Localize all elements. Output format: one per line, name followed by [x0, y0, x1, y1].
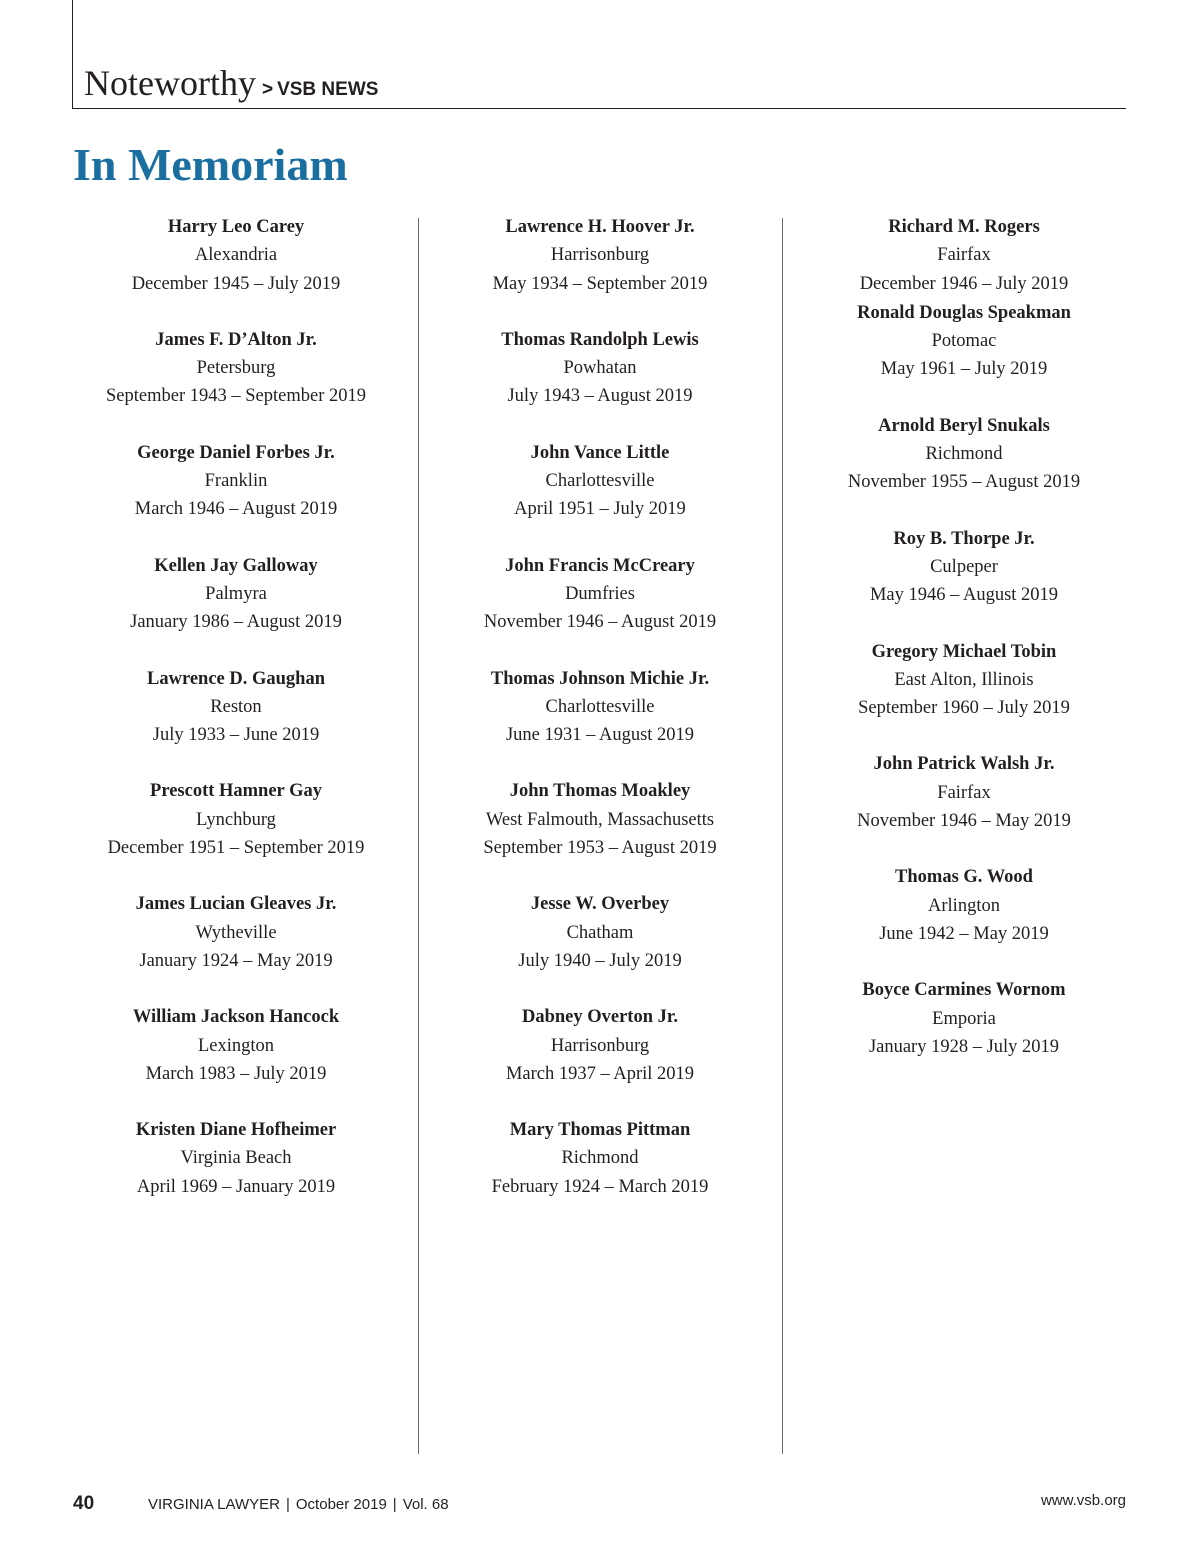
entry-dates: November 1946 – August 2019 [483, 612, 717, 633]
memoriam-entry [800, 412, 1128, 497]
entry-dates: November 1955 – August 2019 [847, 472, 1081, 493]
entry-place: Harrisonburg [550, 245, 650, 266]
entry-dates: May 1934 – September 2019 [492, 273, 708, 294]
entry-place: Palmyra [205, 583, 267, 604]
entry-dates: December 1946 – July 2019 [859, 273, 1069, 294]
entry-dates: November 1946 – May 2019 [857, 811, 1071, 832]
publication-info [148, 1496, 449, 1513]
entry-name: George Daniel Forbes Jr. [137, 442, 335, 463]
entry-place: Charlottesville [545, 471, 655, 492]
memoriam-entry [436, 552, 764, 637]
entry-name: Ronald Douglas Speakman [857, 302, 1071, 323]
entry-name: John Vance Little [530, 442, 670, 463]
entry-name: Roy B. Thorpe Jr. [893, 528, 1035, 549]
column-divider [418, 218, 419, 1454]
entry-dates: May 1946 – August 2019 [869, 585, 1059, 606]
entry-place: Powhatan [563, 358, 637, 379]
entry-place: Emporia [932, 1008, 996, 1029]
publication-name: VIRGINIA LAWYER [148, 1496, 280, 1513]
entry-place: West Falmouth, Massachusetts [485, 809, 715, 830]
entry-name: Lawrence H. Hoover Jr. [505, 217, 695, 237]
memoriam-column-3 [800, 213, 1128, 1089]
footer-separator: | [285, 1496, 290, 1513]
entry-name: James F. D’Alton Jr. [155, 329, 317, 350]
memoriam-entry [436, 777, 764, 862]
memoriam-entry [72, 213, 400, 298]
entry-place: Alexandria [194, 245, 278, 266]
entry-dates: March 1983 – July 2019 [145, 1063, 327, 1084]
entry-dates: June 1931 – August 2019 [505, 725, 695, 746]
page-title: In Memoriam [73, 139, 348, 190]
memoriam-entry [800, 525, 1128, 610]
entry-dates: September 1960 – July 2019 [858, 698, 1070, 719]
entry-dates: December 1951 – September 2019 [107, 838, 365, 859]
entry-dates: February 1924 – March 2019 [491, 1176, 709, 1197]
section-separator: > [261, 79, 274, 100]
memoriam-column-2 [436, 213, 764, 1229]
entry-name: Thomas Randolph Lewis [501, 329, 699, 350]
memoriam-entry [436, 326, 764, 411]
memoriam-entry [436, 1003, 764, 1088]
entry-place: Reston [210, 696, 262, 717]
entry-dates: July 1943 – August 2019 [507, 386, 693, 407]
memoriam-entry [436, 665, 764, 750]
entry-dates: September 1943 – September 2019 [106, 386, 366, 407]
entry-place: East Alton, Illinois [894, 669, 1034, 690]
page-number: 40 [73, 1493, 95, 1514]
memoriam-entry [436, 439, 764, 524]
entry-name: Harry Leo Carey [167, 217, 305, 237]
entry-place: Franklin [204, 471, 268, 492]
footer-separator: | [392, 1496, 397, 1513]
entry-dates: January 1928 – July 2019 [868, 1036, 1060, 1057]
entry-place: Fairfax [937, 782, 991, 803]
entry-name: Arnold Beryl Snukals [878, 415, 1050, 436]
entry-name: Kristen Diane Hofheimer [135, 1120, 337, 1141]
memoriam-entry [800, 213, 1128, 298]
entry-name: John Thomas Moakley [509, 781, 691, 802]
memoriam-entry [72, 777, 400, 862]
entry-place: Lexington [197, 1035, 275, 1056]
entry-dates: May 1961 – July 2019 [880, 359, 1048, 380]
memoriam-entry [800, 750, 1128, 835]
entry-dates: March 1937 – April 2019 [505, 1063, 695, 1084]
entry-name: Thomas Johnson Michie Jr. [490, 668, 710, 689]
memoriam-entry [72, 1116, 400, 1201]
memoriam-entry [72, 665, 400, 750]
entry-place: Fairfax [937, 245, 991, 266]
entry-dates: April 1951 – July 2019 [514, 499, 686, 520]
entry-dates: March 1946 – August 2019 [134, 499, 338, 520]
entry-place: Richmond [561, 1148, 639, 1169]
memoriam-entry [800, 863, 1128, 948]
entry-place: Arlington [928, 895, 1000, 916]
entry-name: Jesse W. Overbey [530, 894, 670, 915]
entry-name: Thomas G. Wood [895, 867, 1033, 888]
entry-place: Virginia Beach [180, 1148, 292, 1169]
entry-place: Richmond [925, 444, 1003, 465]
entry-place: Petersburg [196, 358, 276, 379]
entry-dates: June 1942 – May 2019 [879, 923, 1049, 944]
entry-place: Dumfries [565, 583, 635, 604]
entry-name: Kellen Jay Galloway [154, 555, 318, 576]
memoriam-entry [436, 1116, 764, 1201]
entry-dates: April 1969 – January 2019 [136, 1176, 336, 1197]
entry-name: Prescott Hamner Gay [150, 781, 322, 802]
volume: Vol. 68 [402, 1496, 449, 1513]
entry-dates: December 1945 – July 2019 [131, 273, 341, 294]
entry-place: Wytheville [195, 922, 277, 943]
entry-dates: July 1933 – June 2019 [152, 725, 320, 746]
entry-name: William Jackson Hancock [132, 1007, 340, 1028]
header-vertical-rule [72, 0, 73, 108]
entry-name: John Patrick Walsh Jr. [873, 754, 1055, 775]
entry-place: Culpeper [930, 556, 998, 577]
memoriam-entry [72, 326, 400, 411]
memoriam-entry [72, 552, 400, 637]
entry-dates: January 1924 – May 2019 [139, 950, 333, 971]
entry-name: Lawrence D. Gaughan [147, 668, 325, 689]
entry-dates: January 1986 – August 2019 [130, 612, 342, 633]
memoriam-entry [72, 1003, 400, 1088]
website-link[interactable]: www.vsb.org [1040, 1492, 1126, 1509]
entry-name: Boyce Carmines Wornom [862, 980, 1066, 1001]
section-name: Noteworthy [84, 63, 256, 103]
entry-name: John Francis McCreary [505, 555, 695, 576]
entry-place: Chatham [566, 922, 634, 943]
entry-place: Lynchburg [196, 809, 276, 830]
issue-date: October 2019 [295, 1496, 387, 1513]
entry-name: James Lucian Gleaves Jr. [135, 894, 337, 915]
memoriam-entry [72, 439, 400, 524]
entry-place: Harrisonburg [550, 1035, 650, 1056]
header-horizontal-rule [72, 108, 1126, 109]
memoriam-column-1 [72, 213, 400, 1229]
memoriam-entry [800, 638, 1128, 723]
entry-place: Charlottesville [545, 696, 655, 717]
entry-place: Potomac [931, 331, 997, 352]
section-subtitle: VSB NEWS [277, 79, 379, 100]
memoriam-entry [436, 890, 764, 975]
memoriam-entry [436, 213, 764, 298]
column-divider [782, 218, 783, 1454]
section-header [84, 62, 378, 104]
entry-dates: July 1940 – July 2019 [518, 950, 682, 971]
memoriam-entry [800, 299, 1128, 384]
entry-name: Mary Thomas Pittman [509, 1120, 691, 1141]
entry-name: Richard M. Rogers [888, 217, 1040, 237]
entry-dates: September 1953 – August 2019 [483, 838, 717, 859]
memoriam-entry [800, 976, 1128, 1061]
memoriam-entry [72, 890, 400, 975]
entry-name: Gregory Michael Tobin [871, 641, 1057, 662]
entry-name: Dabney Overton Jr. [521, 1007, 679, 1028]
